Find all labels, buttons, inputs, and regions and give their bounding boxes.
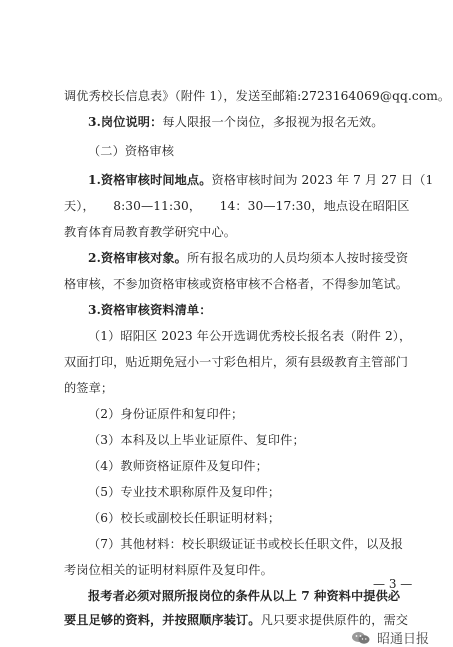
watermark-label: 昭通日报 — [377, 632, 430, 647]
list-item: （1）昭阳区 2023 年公开选调优秀校长报名表（附件 2）， — [88, 329, 412, 343]
list-item: （4）教师资格证原件及复印件； — [88, 459, 268, 473]
list-item: （7）其他材料：校长职级证证书或校长任职文件，以及报 — [88, 537, 404, 551]
paragraph-line: 考岗位相关的证明材料原件及复印件。 — [64, 563, 273, 577]
paragraph-line: 报考者必须对照所报岗位的条件从以上 7 种资料中提供必 — [88, 589, 401, 603]
paragraph-line: 双面打印，贴近期免冠小一寸彩色相片，须有县级教育主管部门 — [64, 355, 409, 369]
wechat-icon — [351, 631, 371, 645]
paragraph-line: 3.岗位说明：每人限报一个岗位，多报视为报名无效。 — [88, 115, 384, 129]
paragraph-line: 的签章； — [64, 381, 114, 395]
paragraph-line: 3.资格审核资料清单： — [88, 303, 212, 317]
paragraph-line: 要且足够的资料，并按照顺序装订。凡只要求提供原件的，需交 — [64, 613, 409, 627]
paragraph-line: 调优秀校长信息表》（附件 1），发送至邮箱:2723164069@qq.com。 — [64, 89, 451, 103]
source-watermark — [351, 628, 429, 647]
list-item: （3）本科及以上毕业证原件、复印件； — [88, 433, 305, 447]
list-item: （6）校长或副校长任职证明材料； — [88, 511, 281, 525]
list-item: （5）专业技术职称原件及复印件； — [88, 485, 281, 499]
page-number: — 3 — — [373, 577, 413, 591]
paragraph-line: 教育体育局教育教学研究中心。 — [64, 225, 237, 239]
paragraph-line: 格审核，不参加资格审核或资格审核不合格者，不得参加笔试。 — [64, 277, 409, 291]
list-item: （2）身份证原件和复印件； — [88, 407, 244, 421]
section-heading: （二）资格审核 — [88, 144, 175, 158]
paragraph-line: 1.资格审核时间地点。资格审核时间为 2023 年 7 月 27 日（1 — [88, 173, 434, 187]
paragraph-line: 2.资格审核对象。所有报名成功的人员均须本人按时接受资 — [88, 251, 409, 265]
paragraph-line: 天）， 8:30—11:30， 14：30—17:30，地点设在昭阳区 — [64, 199, 410, 213]
